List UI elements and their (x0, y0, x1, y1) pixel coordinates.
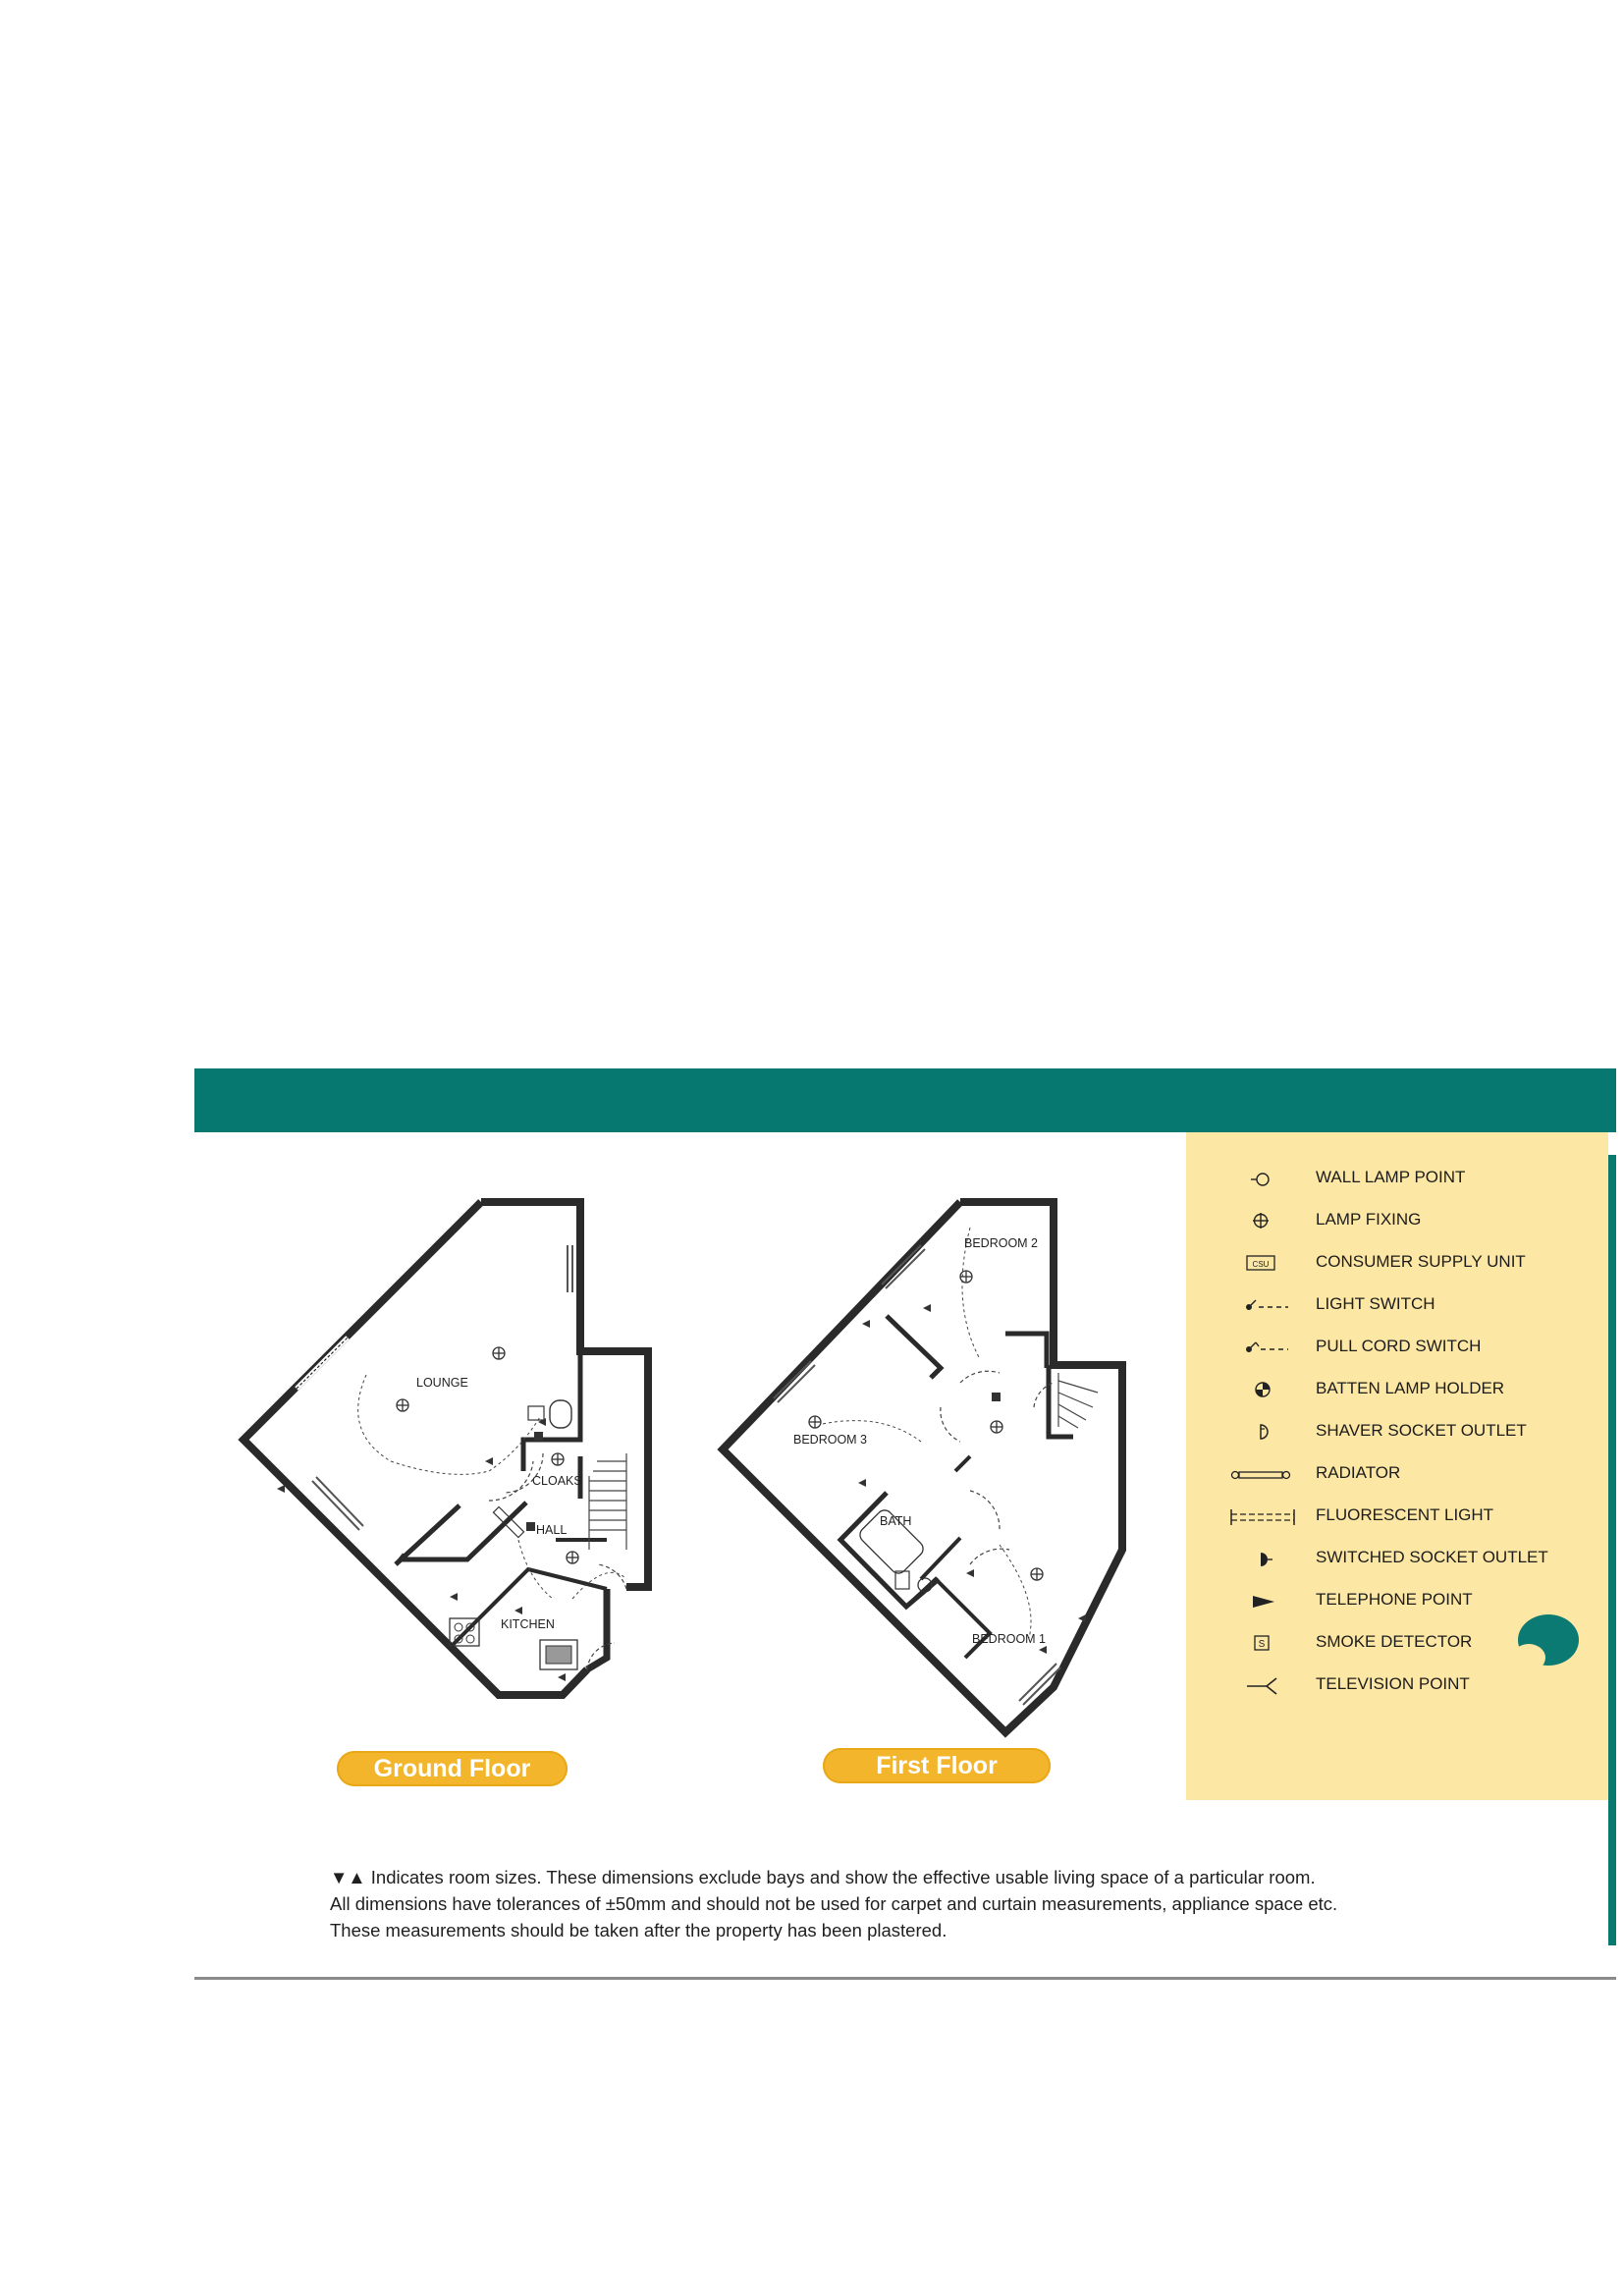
room-label-kitchen: KITCHEN (501, 1617, 555, 1631)
legend-item-lamp-fixing (1186, 1202, 1608, 1241)
smoke-detector-icon (1223, 1630, 1296, 1656)
legend-label: BATTEN LAMP HOLDER (1316, 1379, 1505, 1397)
legend-label: PULL CORD SWITCH (1316, 1337, 1482, 1355)
first-floor-label: First Floor (823, 1748, 1051, 1783)
room-label-hall: HALL (536, 1523, 568, 1537)
ground-floor-plan (244, 1202, 648, 1695)
first-floor-plan (723, 1202, 1122, 1732)
note-line-3: These measurements should be taken after the property has been plastered. (330, 1920, 947, 1941)
pull-cord-switch-icon (1223, 1335, 1296, 1360)
legend-label: SHAVER SOCKET OUTLET (1316, 1421, 1527, 1440)
measurement-notes (330, 1864, 1489, 1943)
batten-lamp-holder-icon (1223, 1377, 1296, 1402)
smoke-detector-symbol-text: S (1258, 1639, 1266, 1650)
legend-panel (1186, 1132, 1608, 1800)
side-strip (1608, 1155, 1616, 1945)
legend-item-batten-lamp-holder (1186, 1371, 1608, 1410)
legend-item-consumer-supply-unit (1186, 1244, 1608, 1284)
legend-item-switched-socket-outlet (1186, 1540, 1608, 1579)
csu-symbol-text: CSU (1252, 1260, 1270, 1269)
room-label-bedroom-1: BEDROOM 1 (972, 1632, 1047, 1646)
telephone-point-icon (1223, 1588, 1296, 1613)
floor-plan-card (194, 1068, 1616, 1980)
legend-label: LIGHT SWITCH (1316, 1294, 1435, 1313)
shaver-socket-outlet-icon (1223, 1419, 1296, 1445)
legend-item-light-switch (1186, 1286, 1608, 1326)
punch-hole (1512, 1644, 1545, 1671)
note-line-1: ▼▲ Indicates room sizes. These dimensions exclude bays and show the effective usable living space of a particular room. (330, 1867, 1316, 1887)
legend-item-fluorescent-light (1186, 1498, 1608, 1537)
room-size-marker-icon: ▼▲ (330, 1867, 366, 1887)
legend-label: CONSUMER SUPPLY UNIT (1316, 1252, 1526, 1271)
legend-item-wall-lamp-point (1186, 1160, 1608, 1199)
legend-label: SWITCHED SOCKET OUTLET (1316, 1548, 1548, 1566)
room-label-bedroom-2: BEDROOM 2 (964, 1236, 1039, 1250)
legend-label: LAMP FIXING (1316, 1210, 1422, 1229)
fluorescent-light-icon (1223, 1503, 1296, 1529)
legend-item-shaver-socket-outlet (1186, 1413, 1608, 1452)
room-label-lounge: LOUNGE (416, 1376, 468, 1390)
lamp-fixing-icon (1223, 1208, 1296, 1233)
light-switch-icon (1223, 1292, 1296, 1318)
television-point-icon (1223, 1672, 1296, 1698)
wall-lamp-point-icon (1223, 1166, 1296, 1191)
room-label-bath: BATH (880, 1514, 912, 1528)
floor-plans-drawing (194, 1068, 1186, 1815)
room-label-bedroom-3: BEDROOM 3 (793, 1433, 868, 1447)
legend-item-radiator (1186, 1455, 1608, 1495)
legend-label: TELEPHONE POINT (1316, 1590, 1473, 1609)
legend-label: SMOKE DETECTOR (1316, 1632, 1473, 1651)
note-line-2: All dimensions have tolerances of ±50mm and should not be used for carpet and curtain measurements, appliance space etc. (330, 1893, 1338, 1914)
ground-floor-label: Ground Floor (337, 1751, 568, 1786)
legend-label: TELEVISION POINT (1316, 1674, 1470, 1693)
legend-item-pull-cord-switch (1186, 1329, 1608, 1368)
consumer-supply-unit-icon (1223, 1250, 1296, 1276)
legend-label: WALL LAMP POINT (1316, 1168, 1466, 1186)
legend-label: RADIATOR (1316, 1463, 1401, 1482)
legend-item-television-point (1186, 1667, 1608, 1706)
switched-socket-outlet-icon (1223, 1546, 1296, 1571)
radiator-icon (1223, 1461, 1296, 1487)
legend-label: FLUORESCENT LIGHT (1316, 1505, 1494, 1524)
room-label-cloaks: CLOAKS (532, 1474, 582, 1488)
